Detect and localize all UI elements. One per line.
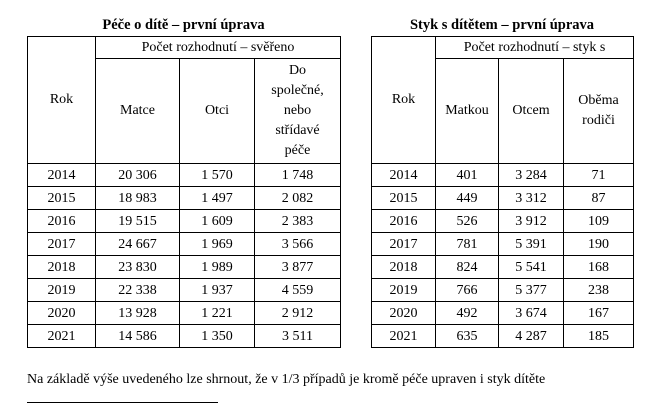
cell-value: 4 559 [255,279,341,302]
cell-value: 3 511 [255,325,341,348]
table-row [372,279,634,302]
table-row [28,256,341,279]
cell-value: 449 [436,187,499,210]
right-table-title: Styk s dítětem – první úprava [409,17,595,33]
right-table [371,36,634,348]
cell-value: 24 667 [96,233,180,256]
cell-year: 2014 [28,164,96,187]
table-row [372,233,634,256]
cell-value: 190 [564,233,634,256]
table-row [372,325,634,348]
left-table-block [27,14,340,348]
cell-value: 824 [436,256,499,279]
cell-value: 1 937 [180,279,255,302]
cell-value: 526 [436,210,499,233]
left-group-header: Počet rozhodnutí – svěřeno [96,37,341,59]
cell-value: 4 287 [499,325,564,348]
cell-year: 2014 [372,164,436,187]
cell-value: 3 284 [499,164,564,187]
cell-value: 492 [436,302,499,325]
cell-value: 766 [436,279,499,302]
left-col-header-matce: Matce [96,59,180,164]
right-col-header-otcem: Otcem [499,59,564,164]
cell-value: 3 566 [255,233,341,256]
cell-year: 2016 [372,210,436,233]
cell-year: 2019 [372,279,436,302]
table-row [28,164,341,187]
cell-value: 1 989 [180,256,255,279]
cell-value: 167 [564,302,634,325]
cell-value: 1 748 [255,164,341,187]
cell-value: 781 [436,233,499,256]
cell-value: 14 586 [96,325,180,348]
cell-value: 3 312 [499,187,564,210]
cell-year: 2015 [372,187,436,210]
table-row [28,279,341,302]
table-row [28,302,341,325]
cell-value: 13 928 [96,302,180,325]
cell-year: 2017 [28,233,96,256]
table-row [28,233,341,256]
cell-value: 185 [564,325,634,348]
cell-value: 1 350 [180,325,255,348]
cell-value: 3 912 [499,210,564,233]
cell-value: 401 [436,164,499,187]
cell-value: 2 912 [255,302,341,325]
right-table-block [371,14,633,348]
cell-value: 168 [564,256,634,279]
cell-value: 87 [564,187,634,210]
cell-value: 1 497 [180,187,255,210]
table-row [372,187,634,210]
cell-value: 22 338 [96,279,180,302]
cell-value: 1 609 [180,210,255,233]
right-col-header-obema: Oběma rodiči [564,59,634,164]
cell-year: 2019 [28,279,96,302]
left-table [27,36,341,348]
table-row [372,164,634,187]
cell-value: 71 [564,164,634,187]
cell-value: 20 306 [96,164,180,187]
cell-value: 238 [564,279,634,302]
right-col-header-matkou: Matkou [436,59,499,164]
cell-year: 2021 [372,325,436,348]
table-row [28,325,341,348]
cell-year: 2016 [28,210,96,233]
cell-year: 2017 [372,233,436,256]
table-row [28,210,341,233]
cell-value: 1 221 [180,302,255,325]
table-row [28,187,341,210]
table-row [372,210,634,233]
right-group-header: Počet rozhodnutí – styk s [436,37,634,59]
cell-year: 2018 [28,256,96,279]
cell-value: 5 377 [499,279,564,302]
table-row [372,302,634,325]
cell-year: 2020 [28,302,96,325]
cell-value: 5 391 [499,233,564,256]
cell-value: 23 830 [96,256,180,279]
cell-value: 3 877 [255,256,341,279]
left-col-header-otci: Otci [180,59,255,164]
cell-year: 2018 [372,256,436,279]
cell-value: 2 383 [255,210,341,233]
left-table-title: Péče o dítě – první úprava [102,17,265,33]
cell-value: 635 [436,325,499,348]
left-col-header-rok: Rok [28,37,96,164]
table-row [372,256,634,279]
right-col-header-rok: Rok [372,37,436,164]
cell-value: 1 969 [180,233,255,256]
footnote-text: Na základě výše uvedeného lze shrnout, že v 1/3 případů je kromě péče upraven i styk dítěte [27,372,546,387]
cell-value: 109 [564,210,634,233]
cell-year: 2015 [28,187,96,210]
cell-value: 2 082 [255,187,341,210]
left-col-header-spolecna: Do společné, nebo střídavé péče [255,59,341,164]
cell-value: 1 570 [180,164,255,187]
cell-value: 5 541 [499,256,564,279]
cell-value: 18 983 [96,187,180,210]
cell-year: 2021 [28,325,96,348]
cell-year: 2020 [372,302,436,325]
cell-value: 3 674 [499,302,564,325]
cell-value: 19 515 [96,210,180,233]
footnote-rule [27,402,218,403]
